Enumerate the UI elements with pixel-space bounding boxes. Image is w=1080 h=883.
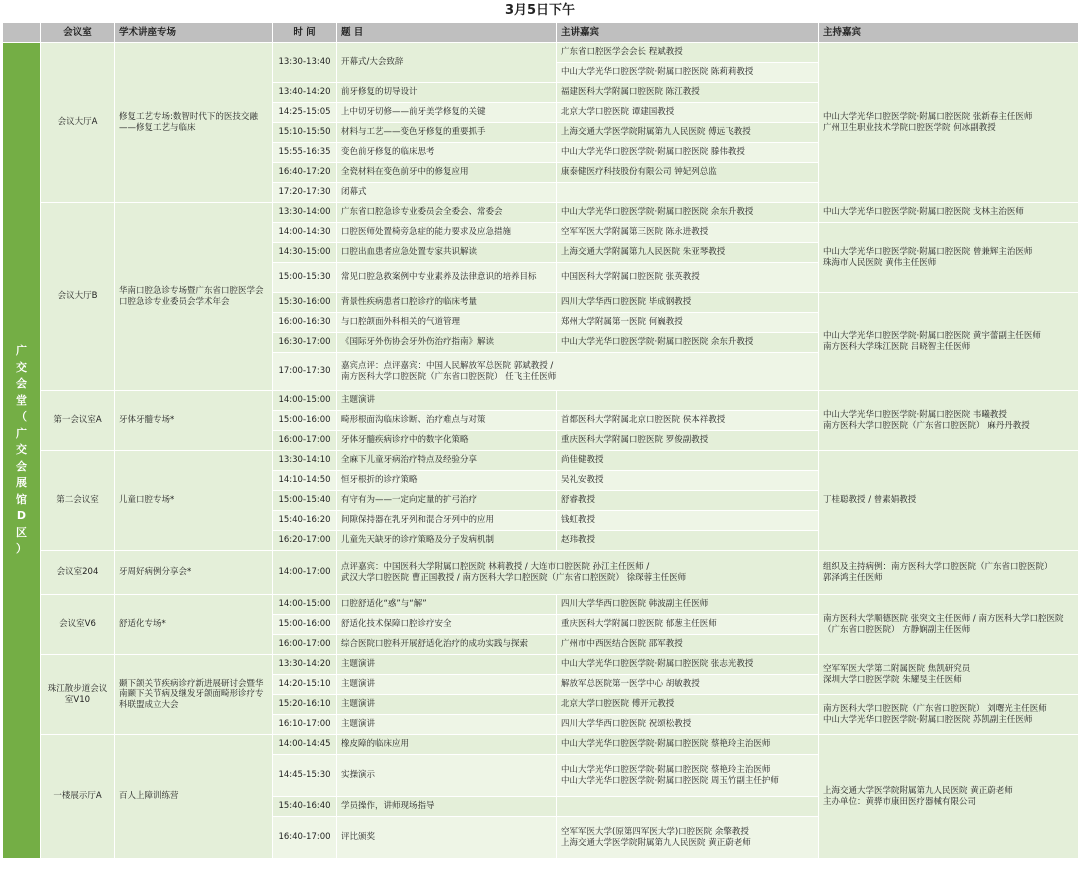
session-title: 嘉宾点评：点评嘉宾：中国人民解放军总医院 郭斌教授 / 南方医科大学口腔医院（广东省口腔医院） 任飞主任医师 xyxy=(337,353,819,391)
header-room: 会议室 xyxy=(41,23,115,43)
session-title: 上中切牙切修——前牙美学修复的关键 xyxy=(337,103,557,123)
table-row xyxy=(3,43,1079,63)
session-time: 16:00-17:00 xyxy=(273,431,337,451)
session-host: 组织及主持病例：南方医科大学口腔医院（广东省口腔医院） 郭泽鸿主任医师 xyxy=(819,551,1079,595)
session-speaker: 中山大学光华口腔医学院·附属口腔医院 蔡艳玲主治医师 xyxy=(557,735,819,755)
session-title: 变色前牙修复的临床思考 xyxy=(337,143,557,163)
session-time: 14:10-14:50 xyxy=(273,471,337,491)
session-title: 全瓷材料在变色前牙中的修复应用 xyxy=(337,163,557,183)
session-title: 主题演讲 xyxy=(337,675,557,695)
session-title: 材料与工艺——变色牙修复的重要抓手 xyxy=(337,123,557,143)
session-title: 儿童先天缺牙的诊疗策略及分子发病机制 xyxy=(337,531,557,551)
session-time: 13:30-13:40 xyxy=(273,43,337,83)
session-speaker: 北京大学口腔医院 傅开元教授 xyxy=(557,695,819,715)
venue-cell: 广 交 会 堂 （ 广 交 会 展 馆 D 区 ） xyxy=(3,43,41,859)
table-row xyxy=(3,551,1079,595)
session-time: 15:40-16:40 xyxy=(273,797,337,817)
session-speaker: 中山大学光华口腔医学院·附属口腔医院 余东升教授 xyxy=(557,203,819,223)
room-name: 第一会议室A xyxy=(41,391,115,451)
session-time: 16:20-17:00 xyxy=(273,531,337,551)
session-speaker: 重庆医科大学附属口腔医院 郁葱主任医师 xyxy=(557,615,819,635)
session-speaker: 吴礼安教授 xyxy=(557,471,819,491)
session-time: 14:00-14:30 xyxy=(273,223,337,243)
session-title: 实操演示 xyxy=(337,755,557,797)
session-speaker: 首都医科大学附属北京口腔医院 侯本祥教授 xyxy=(557,411,819,431)
session-title: 背景性疾病患者口腔诊疗的临床考量 xyxy=(337,293,557,313)
session-speaker: 空军军医大学附属第三医院 陈永进教授 xyxy=(557,223,819,243)
session-title: 口腔出血患者应急处置专家共识解读 xyxy=(337,243,557,263)
session-time: 17:20-17:30 xyxy=(273,183,337,203)
room-name: 一楼展示厅A xyxy=(41,735,115,859)
session-speaker: 四川大学华西口腔医院 韩波副主任医师 xyxy=(557,595,819,615)
schedule-table xyxy=(2,22,1079,859)
session-title: 主题演讲 xyxy=(337,715,557,735)
session-speaker: 中山大学光华口腔医学院·附属口腔医院 滕伟教授 xyxy=(557,143,819,163)
room-name: 会议室204 xyxy=(41,551,115,595)
session-time: 15:00-15:40 xyxy=(273,491,337,511)
session-title: 口腔医师处置椅旁急症的能力要求及应急措施 xyxy=(337,223,557,243)
header-topic: 学术讲座专场 xyxy=(115,23,273,43)
session-time: 15:40-16:20 xyxy=(273,511,337,531)
session-title: 评比颁奖 xyxy=(337,817,557,859)
header-time: 时 间 xyxy=(273,23,337,43)
session-title: 常见口腔急救案例中专业素养及法律意识的培养目标 xyxy=(337,263,557,293)
session-time: 16:00-17:00 xyxy=(273,635,337,655)
session-speaker: 舒睿教授 xyxy=(557,491,819,511)
session-speaker: 中山大学光华口腔医学院·附属口腔医院 张志光教授 xyxy=(557,655,819,675)
session-time: 13:30-14:10 xyxy=(273,451,337,471)
session-host: 中山大学光华口腔医学院·附属口腔医院 戈林主治医师 xyxy=(819,203,1079,223)
session-topic: 舒适化专场* xyxy=(115,595,273,655)
session-title: 点评嘉宾：中国医科大学附属口腔医院 林莉教授 / 大连市口腔医院 孙江主任医师 / 武汉大学口腔医院 曹正国教授 / 南方医科大学口腔医院（广东省口腔医院） 徐琛蓉主任医师 xyxy=(337,551,819,595)
session-title: 《国际牙外伤协会牙外伤治疗指南》解读 xyxy=(337,333,557,353)
session-time: 14:45-15:30 xyxy=(273,755,337,797)
session-host: 南方医科大学口腔医院（广东省口腔医院） 刘曙光主任医师 中山大学光华口腔医学院·附属口腔医院 苏凯副主任医师 xyxy=(819,695,1079,735)
session-topic: 儿童口腔专场* xyxy=(115,451,273,551)
session-time: 16:30-17:00 xyxy=(273,333,337,353)
session-time: 14:20-15:10 xyxy=(273,675,337,695)
session-time: 14:00-15:00 xyxy=(273,391,337,411)
session-time: 15:00-16:00 xyxy=(273,615,337,635)
session-time: 15:10-15:50 xyxy=(273,123,337,143)
room-name: 会议大厅B xyxy=(41,203,115,391)
table-row xyxy=(3,595,1079,615)
session-title: 橡皮障的临床应用 xyxy=(337,735,557,755)
session-host: 中山大学光华口腔医学院·附属口腔医院 韦曦教授 南方医科大学口腔医院（广东省口腔医院） 麻丹丹教授 xyxy=(819,391,1079,451)
session-time: 14:00-14:45 xyxy=(273,735,337,755)
session-title: 主题演讲 xyxy=(337,391,557,411)
session-time: 14:00-17:00 xyxy=(273,551,337,595)
session-time: 13:30-14:20 xyxy=(273,655,337,675)
session-speaker: 空军军医大学(原第四军医大学)口腔医院 余擎教授 上海交通大学医学院附属第九人民医院 黄正蔚老师 xyxy=(557,817,819,859)
session-time: 13:30-14:00 xyxy=(273,203,337,223)
session-title: 闭幕式 xyxy=(337,183,557,203)
session-title: 恒牙根折的诊疗策略 xyxy=(337,471,557,491)
session-time: 16:40-17:00 xyxy=(273,817,337,859)
session-time: 15:00-16:00 xyxy=(273,411,337,431)
session-title: 牙体牙髓疾病诊疗中的数字化策略 xyxy=(337,431,557,451)
session-speaker: 中山大学光华口腔医学院·附属口腔医院 蔡艳玲主治医师 中山大学光华口腔医学院·附属口腔医院 周玉竹副主任护师 xyxy=(557,755,819,797)
table-row xyxy=(3,203,1079,223)
session-time: 16:40-17:20 xyxy=(273,163,337,183)
session-speaker: 中山大学光华口腔医学院·附属口腔医院 陈莉莉教授 xyxy=(557,63,819,83)
header-host: 主持嘉宾 xyxy=(819,23,1079,43)
session-title: 广东省口腔急诊专业委员会全委会、常委会 xyxy=(337,203,557,223)
session-host: 中山大学光华口腔医学院·附属口腔医院 张新春主任医师 广州卫生职业技术学院口腔医学院 何冰副教授 xyxy=(819,43,1079,203)
session-host: 中山大学光华口腔医学院·附属口腔医院 曾兼辉主治医师 珠海市人民医院 黄伟主任医师 xyxy=(819,223,1079,293)
session-speaker: 北京大学口腔医院 谭建国教授 xyxy=(557,103,819,123)
session-speaker: 尚佳健教授 xyxy=(557,451,819,471)
room-name: 珠江散步道会议室V10 xyxy=(41,655,115,735)
session-host: 上海交通大学医学院附属第九人民医院 黄正蔚老师 主办单位：黄骅市康田医疗器械有限公司 xyxy=(819,735,1079,859)
room-name: 会议大厅A xyxy=(41,43,115,203)
session-topic: 牙周好病例分享会* xyxy=(115,551,273,595)
schedule-body xyxy=(3,43,1079,859)
session-title: 主题演讲 xyxy=(337,695,557,715)
session-speaker: 福建医科大学附属口腔医院 陈江教授 xyxy=(557,83,819,103)
session-time: 14:00-15:00 xyxy=(273,595,337,615)
session-topic: 华南口腔急诊专场暨广东省口腔医学会口腔急诊专业委员会学术年会 xyxy=(115,203,273,391)
session-time: 15:55-16:35 xyxy=(273,143,337,163)
session-title: 全麻下儿童牙病治疗特点及经验分享 xyxy=(337,451,557,471)
session-time: 15:00-15:30 xyxy=(273,263,337,293)
table-row xyxy=(3,391,1079,411)
session-speaker: 广东省口腔医学会会长 程斌教授 xyxy=(557,43,819,63)
header-speaker: 主讲嘉宾 xyxy=(557,23,819,43)
session-title: 学员操作，讲师现场指导 xyxy=(337,797,557,817)
session-speaker xyxy=(557,391,819,411)
session-speaker xyxy=(557,183,819,203)
header-venue xyxy=(3,23,41,43)
table-row xyxy=(3,451,1079,471)
session-speaker xyxy=(557,797,819,817)
session-speaker: 中国医科大学附属口腔医院 张英教授 xyxy=(557,263,819,293)
session-speaker: 钱虹教授 xyxy=(557,511,819,531)
session-host: 丁桂聪教授 / 曾素娟教授 xyxy=(819,451,1079,551)
session-host: 南方医科大学顺德医院 张突文主任医师 / 南方医科大学口腔医院（广东省口腔医院） 方静娴副主任医师 xyxy=(819,595,1079,655)
session-speaker: 上海交通大学医学院附属第九人民医院 傅远飞教授 xyxy=(557,123,819,143)
session-speaker: 四川大学华西口腔医院 祝颂松教授 xyxy=(557,715,819,735)
table-row xyxy=(3,735,1079,755)
session-title: 舒适化技术保障口腔诊疗安全 xyxy=(337,615,557,635)
session-title: 开幕式/大会致辞 xyxy=(337,43,557,83)
session-speaker: 广州市中西医结合医院 邵军教授 xyxy=(557,635,819,655)
session-title: 畸形根面沟临床诊断、治疗难点与对策 xyxy=(337,411,557,431)
room-name: 会议室V6 xyxy=(41,595,115,655)
session-speaker: 赵玮教授 xyxy=(557,531,819,551)
session-speaker: 解放军总医院第一医学中心 胡敏教授 xyxy=(557,675,819,695)
room-name: 第二会议室 xyxy=(41,451,115,551)
session-host: 中山大学光华口腔医学院·附属口腔医院 黄宇蕾副主任医师 南方医科大学珠江医院 吕晓智主任医师 xyxy=(819,293,1079,391)
session-time: 16:10-17:00 xyxy=(273,715,337,735)
session-title: 主题演讲 xyxy=(337,655,557,675)
session-time: 14:25-15:05 xyxy=(273,103,337,123)
session-topic: 牙体牙髓专场* xyxy=(115,391,273,451)
session-title: 与口腔颌面外科相关的气道管理 xyxy=(337,313,557,333)
session-speaker: 康泰健医疗科技股份有限公司 钟妃列总监 xyxy=(557,163,819,183)
session-speaker: 四川大学华西口腔医院 毕成钢教授 xyxy=(557,293,819,313)
page-title: 3月5日下午 xyxy=(504,3,576,18)
session-title: 间隙保持器在乳牙列和混合牙列中的应用 xyxy=(337,511,557,531)
session-host: 空军军医大学第二附属医院 焦凯研究员 深圳大学口腔医学院 朱耀旻主任医师 xyxy=(819,655,1079,695)
table-row xyxy=(3,655,1079,675)
session-topic: 百人上障训练营 xyxy=(115,735,273,859)
session-title: 口腔舒适化“惑”与“解” xyxy=(337,595,557,615)
session-speaker: 上海交通大学附属第九人民医院 朱亚琴教授 xyxy=(557,243,819,263)
session-speaker: 重庆医科大学附属口腔医院 罗俊副教授 xyxy=(557,431,819,451)
session-time: 15:20-16:10 xyxy=(273,695,337,715)
session-speaker: 中山大学光华口腔医学院·附属口腔医院 余东升教授 xyxy=(557,333,819,353)
session-time: 16:00-16:30 xyxy=(273,313,337,333)
session-title: 有守有为——一定向定量的扩弓治疗 xyxy=(337,491,557,511)
session-time: 14:30-15:00 xyxy=(273,243,337,263)
session-time: 17:00-17:30 xyxy=(273,353,337,391)
session-topic: 修复工艺专场:数智时代下的医技交融——修复工艺与临床 xyxy=(115,43,273,203)
session-title: 综合医院口腔科开展舒适化治疗的成功实践与探索 xyxy=(337,635,557,655)
header-title: 题 目 xyxy=(337,23,557,43)
session-title: 前牙修复的切导设计 xyxy=(337,83,557,103)
session-time: 13:40-14:20 xyxy=(273,83,337,103)
session-time: 15:30-16:00 xyxy=(273,293,337,313)
session-speaker: 郑州大学附属第一医院 何巍教授 xyxy=(557,313,819,333)
session-topic: 颞下颌关节疾病诊疗新进展研讨会暨华南颞下关节病及继发牙颌面畸形诊疗专科联盟成立大会 xyxy=(115,655,273,735)
